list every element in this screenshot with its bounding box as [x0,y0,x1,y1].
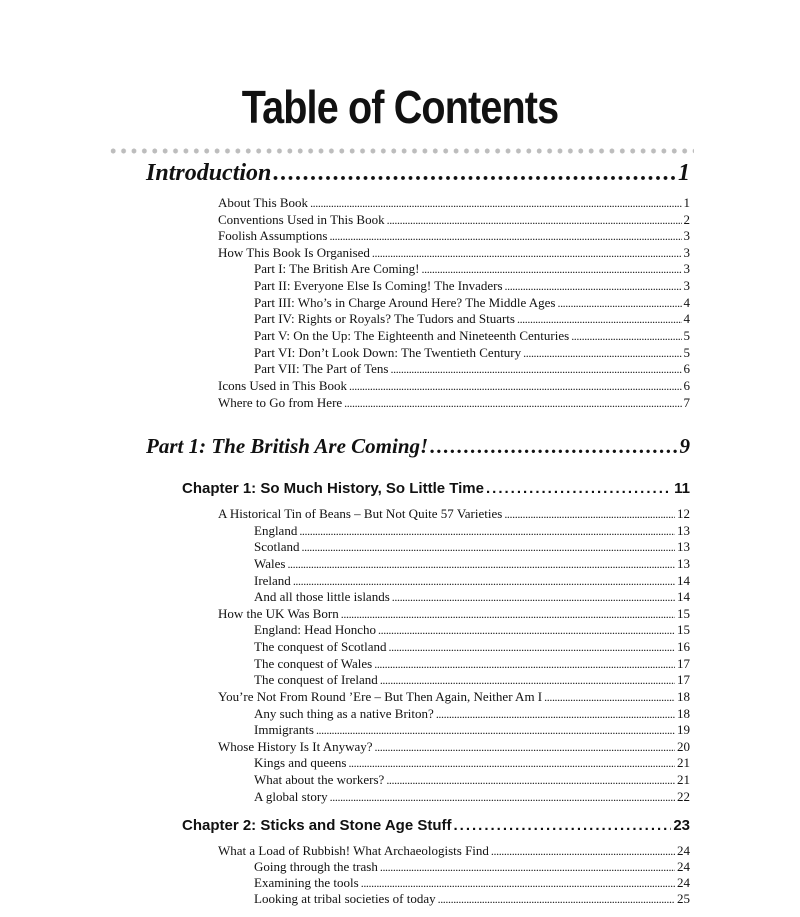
toc-chapter-title: Chapter 1: So Much History, So Little Time [182,480,484,497]
toc-leader [436,707,675,722]
toc-entry-label: Part I: The British Are Coming! [254,261,420,276]
toc-entry-label: England: Head Honcho [254,622,377,637]
toc-leader [375,740,675,755]
toc-entry-label: England [254,523,298,538]
toc-entry-label: Whose History Is It Anyway? [218,739,373,754]
toc-entry-label: The conquest of Scotland [254,639,387,654]
toc-subentry[interactable] [254,859,690,876]
toc-chapter-1[interactable] [182,480,690,502]
toc-subentry[interactable] [254,891,690,908]
toc-leader [389,640,676,655]
toc-leader [517,312,682,327]
toc-entry-label: What a Load of Rubbish! What Archaeologists Find [218,843,489,858]
toc-entry-label: A global story [254,789,328,804]
toc-entry-page: 24 [677,859,690,874]
toc-entry-page: 21 [677,755,690,770]
toc-entry-page: 20 [677,739,690,754]
toc-subentry[interactable] [254,875,690,892]
toc-leader [316,723,675,738]
toc-subentry[interactable] [254,328,690,345]
toc-part-title: Part 1: The British Are Coming! [146,434,429,458]
toc-entry-page: 5 [683,345,690,360]
toc-entry-label: Wales [254,556,286,571]
toc-entry-label: You’re Not From Round ’Ere – But Then Again, Neither Am I [218,689,543,704]
toc-subentry[interactable] [254,278,690,295]
toc-entry[interactable] [218,843,690,860]
toc-entry-page: 21 [677,772,690,787]
page-title: Table of Contents [241,81,559,133]
toc-leader [544,690,675,705]
toc-chapter-title: Chapter 2: Sticks and Stone Age Stuff [182,817,452,834]
toc-leader [349,379,681,394]
toc-entry-page: 13 [677,523,690,538]
toc-entry-label: The conquest of Wales [254,656,373,671]
toc-leader [361,876,675,891]
toc-subentry[interactable] [254,622,690,639]
toc-entry-label: A Historical Tin of Beans – But Not Quite 57 Varieties [218,506,503,521]
toc-entry-label: Looking at tribal societies of today [254,891,436,906]
toc-entry[interactable] [218,378,690,395]
toc-entry-page: 6 [683,378,690,393]
toc-subentry[interactable] [254,311,690,328]
toc-entry[interactable] [218,395,690,412]
toc-entry-page: 15 [677,622,690,637]
toc-entry-page: 17 [677,656,690,671]
toc-leader [374,657,675,672]
toc-entry-label: Immigrants [254,722,314,737]
toc-part-page: 9 [679,434,690,458]
toc-entry[interactable] [218,689,690,706]
toc-entry-page: 24 [677,875,690,890]
toc-subentry[interactable] [254,672,690,689]
toc-leader [330,790,675,805]
toc-entry-page: 18 [677,689,690,704]
toc-entry-page: 1 [683,195,690,210]
toc-part-1[interactable] [146,434,690,464]
toc-entry-page: 3 [683,245,690,260]
toc-leader [380,673,675,688]
toc-entry-page: 5 [683,328,690,343]
toc-subentry[interactable] [254,345,690,362]
toc-leader [430,434,677,459]
toc-leader [523,346,681,361]
toc-entry-label: Where to Go from Here [218,395,343,410]
toc-leader [453,817,671,834]
toc-subentry[interactable] [254,589,690,606]
toc-leader [287,557,675,572]
toc-leader [505,279,682,294]
toc-entry-page: 22 [677,789,690,804]
toc-entry-page: 12 [677,506,690,521]
toc-leader [571,329,681,344]
toc-entry-page: 19 [677,722,690,737]
toc-entry-label: Part VI: Don’t Look Down: The Twentieth Century [254,345,522,360]
toc-subentry[interactable] [254,361,690,378]
toc-entry-page: 18 [677,706,690,721]
toc-leader [299,524,675,539]
toc-leader [387,213,682,228]
toc-leader [557,296,681,311]
toc-entry-page: 14 [677,589,690,604]
toc-entry-page: 4 [683,295,690,310]
toc-leader [302,540,676,555]
toc-entry-label: Icons Used in This Book [218,378,348,393]
toc-leader [391,362,682,377]
toc-chapter-2[interactable] [182,817,690,839]
toc-entry-label: Part VII: The Part of Tens [254,361,389,376]
toc-entry-label: Scotland [254,539,300,554]
toc-leader [378,623,675,638]
toc-subentry[interactable] [254,639,690,656]
toc-leader [422,262,682,277]
toc-subentry[interactable] [254,789,690,806]
toc-entry-page: 6 [683,361,690,376]
toc-entry-label: Foolish Assumptions [218,228,328,243]
toc-entry-page: 15 [677,606,690,621]
toc-entry-label: Any such thing as a native Briton? [254,706,434,721]
toc-entry-page: 3 [683,261,690,276]
toc-chapter-page: 23 [673,817,690,834]
toc-subentry[interactable] [254,261,690,278]
toc-entry-page: 24 [677,843,690,858]
toc-part-introduction[interactable] [146,160,690,192]
toc-entry-label: The conquest of Ireland [254,672,378,687]
dotted-divider [108,146,694,156]
toc-leader [438,892,675,907]
toc-subentry[interactable] [254,772,690,789]
toc-entry-label: How This Book Is Organised [218,245,370,260]
toc-entry-label: Part V: On the Up: The Eighteenth and Nineteenth Centuries [254,328,570,343]
toc-subentry[interactable] [254,656,690,673]
toc-leader [273,160,676,187]
toc-subentry[interactable] [254,539,690,556]
toc-leader [504,507,675,522]
toc-entry[interactable] [218,195,690,212]
toc-entry-page: 13 [677,556,690,571]
toc-leader [380,860,675,875]
toc-entry-page: 16 [677,639,690,654]
toc-leader [386,773,675,788]
toc-entry[interactable] [218,228,690,245]
toc-leader [392,590,675,605]
toc-entry[interactable] [218,245,690,262]
toc-entry-page: 3 [683,278,690,293]
toc-subentry[interactable] [254,295,690,312]
toc-entry-label: Part II: Everyone Else Is Coming! The Invaders [254,278,503,293]
toc-entry-page: 14 [677,573,690,588]
toc-entry-label: Going through the trash [254,859,378,874]
toc-leader [310,196,681,211]
toc-entry-page: 13 [677,539,690,554]
toc-leader [344,396,681,411]
toc-chapter-page: 11 [674,480,690,497]
toc-leader [341,607,675,622]
toc-entry-page: 17 [677,672,690,687]
toc-subentry[interactable] [254,722,690,739]
toc-subentry[interactable] [254,755,690,772]
toc-entry[interactable] [218,506,690,523]
toc-entry-label: Part IV: Rights or Royals? The Tudors and Stuarts [254,311,515,326]
toc-subentry[interactable] [254,556,690,573]
toc-entry-label: Conventions Used in This Book [218,212,385,227]
toc-entry[interactable] [218,739,690,756]
toc-leader [329,229,681,244]
toc-entry-page: 25 [677,891,690,906]
toc-subentry[interactable] [254,523,690,540]
toc-leader [491,844,675,859]
toc-leader [372,246,682,261]
toc-entry-label: Kings and queens [254,755,347,770]
toc-entry-label: Part III: Who’s in Charge Around Here? The Middle Ages [254,295,556,310]
toc-entry[interactable] [218,606,690,623]
toc-part-page: 1 [678,160,690,186]
toc-entry-label: How the UK Was Born [218,606,339,621]
toc-entry[interactable] [218,212,690,229]
toc-subentry[interactable] [254,573,690,590]
toc-entry-label: Examining the tools [254,875,359,890]
toc-entry-page: 3 [683,228,690,243]
toc-entry-page: 7 [683,395,690,410]
toc-leader [348,756,675,771]
toc-entry-page: 2 [683,212,690,227]
toc-entry-label: And all those little islands [254,589,390,604]
toc-entry-label: About This Book [218,195,309,210]
toc-subentry[interactable] [254,706,690,723]
toc-part-title: Introduction [146,160,272,186]
toc-entry-page: 4 [683,311,690,326]
toc-leader [293,574,675,589]
toc-entry-label: What about the workers? [254,772,385,787]
toc-entry-label: Ireland [254,573,291,588]
toc-leader [486,480,672,497]
